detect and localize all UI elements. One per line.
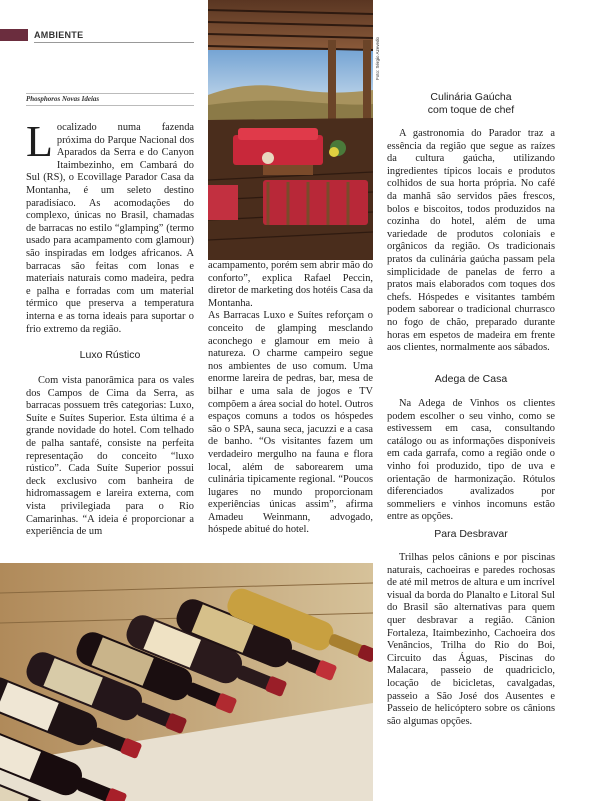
intro-text: ocalizado numa fazenda próxima do Parque Nacional dos Aparados da Serra e do Canyon Itaimbezinho, em Cambará do Sul (RS), o Ecovillage Parador Casa da Montanha, é um seleto destino paradisíaco. As acomodações do complexo, únicas no Brasil, chamadas de barracas no estilo “glamping” (termo usado para acampamento com glamour) são inspiradas em lodges africanos. A barracas são feitas com lonas e materiais naturais como madeira, pedra e palha e forradas com um material térmico que preserva a temperatura interna e as torna ideais para suportar o frio extremo da região. bbox=[26, 122, 194, 335]
paragraph-desbravar: Trilhas pelos cânions e por piscinas naturais, cachoeiras e paredes rochosas de até mil metros de altura e um incrível visual da borda do Planalto e Litoral Sul do Brasil são alternativas para quem quer desbravar a região. Cânion Fortaleza, Itaimbezinho, Cachoeira dos Venâncios, Trilha do Rio do Boi, Circuito das Águas, Piscinas do Malacara, passeio de quadriciclo, locação de bicicletas, cavalgadas, passeio a São José dos Ausentes e Passeio de helicóptero sobre os cânions são algumas opções. bbox=[387, 552, 555, 727]
deck-photo bbox=[208, 0, 373, 260]
column-3-adega bbox=[387, 398, 555, 524]
column-3-gastronomia bbox=[387, 128, 555, 355]
paragraph-adega: Na Adega de Vinhos os clientes podem escolher o seu vinho, como se estivessem em casa, consultando catálogo ou as informações disponíveis em cada garrafa, como a região onde o vinho foi produzido, tipo de uva e orientação de harmonização. Rótulos diferenciados avalizados por sommeliers e vinhos incomuns estão entre as opções. bbox=[387, 398, 555, 523]
column-1-continued bbox=[26, 375, 194, 539]
paragraph-gastronomia: A gastronomia do Parador traz a essência da região que segue as raízes da cultura gaúcha, utilizando ingredientes típicos locais e produtos colhidos de sua horta própria. No café da manhã são servidos pães frescos, bolos e biscoitos, todos produzidos na cozinha do hotel, além de uma variedade de produtos coloniais e orgânicos da região. Os tradicionais pratos da culinária gaúcha passam pela simplicidade de panelas de ferro a pratos mais elaborados com toques dos chefs. Hóspedes e visitantes também podem saborear o tradicional churrasco no fogo de chão, preparado durante horas em espetos de madeira em frente aos clientes, normalmente aos sábados. bbox=[387, 128, 555, 354]
subtitle-luxo-rustico: Luxo Rústico bbox=[79, 349, 141, 361]
subtitle-culinaria-line2: com toque de chef bbox=[427, 103, 515, 116]
paragraph-barracas: As Barracas Luxo e Suítes reforçam o conceito de glamping mesclando aconchego e glamour em meio à natureza. O charme campeiro segue nos ambientes de uso comum. Uma enorme lareira de pedras, bar, mesa de bilhar e uma sala de jogos e TV compõem a área social do hotel. Outros espaços comuns a todos os hóspedes são o SPA, sauna seca, jacuzzi e a casa de banho. “Os visitantes fazem um verdadeiro mergulho na fauna e flora local, além de saborearem uma culinária tipicamente regional. “Poucos lugares no mundo proporcionam experiências únicas assim”, afirma Amadeu Weinmann, advogado, hóspede abitué do hotel. bbox=[208, 310, 373, 536]
intro-paragraph bbox=[26, 117, 194, 336]
photo-credit: Foto: Sérgio Azevedo bbox=[375, 36, 380, 80]
section-rule bbox=[34, 42, 194, 43]
column-3-desbravar bbox=[387, 552, 555, 728]
column-2 bbox=[208, 260, 373, 537]
subtitle-adega: Adega de Casa bbox=[434, 373, 508, 385]
subtitle-culinaria-line1: Culinária Gaúcha bbox=[430, 91, 512, 103]
wine-rack-photo bbox=[0, 563, 373, 801]
byline-rule-top bbox=[26, 93, 194, 94]
section-label: AMBIENTE bbox=[34, 30, 84, 40]
byline-rule-bottom bbox=[26, 105, 194, 106]
byline: Phosphoros Novas Ideias bbox=[26, 95, 100, 103]
drop-cap: L bbox=[26, 117, 53, 166]
subtitle-desbravar: Para Desbravar bbox=[434, 528, 508, 540]
paragraph-conforto: acampamento, porém sem abrir mão do conforto”, explica Rafael Peccin, diretor de marketing dos hotéis Casa da Montanha. bbox=[208, 260, 373, 309]
section-color-bar bbox=[0, 29, 28, 41]
column-1 bbox=[26, 117, 194, 336]
paragraph-luxo-rustico: Com vista panorâmica para os vales dos Campos de Cima da Serra, as barracas possuem três categorias: Luxo, Suíte e Suítes Superior. Esta última é a grande novidade do hotel. Com telhado de palha santafé, consiste na perfeita representação do conceito “luxo rústico”. Cada Suíte Superior possui deck exclusivo com banheira de hidromassagem e lareira externa, com vista privilegiada para o Rio Camarinhas. “A ideia é proporcionar a experiência de um bbox=[26, 375, 194, 538]
subtitle-culinaria bbox=[387, 91, 555, 116]
